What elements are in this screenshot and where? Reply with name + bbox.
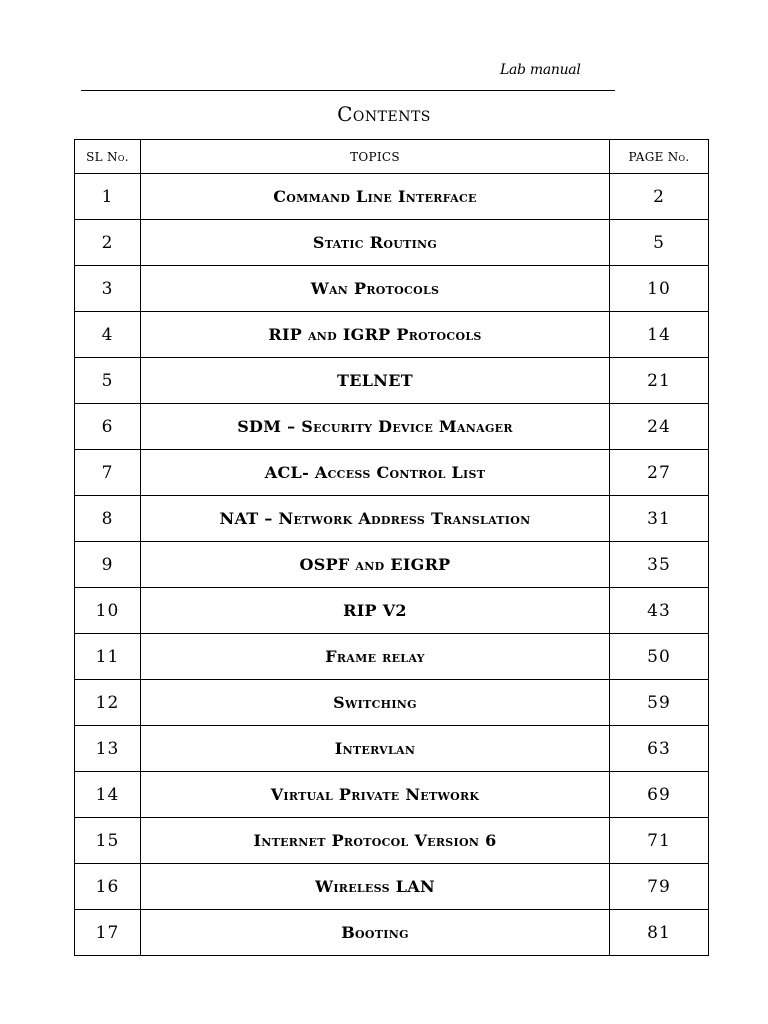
column-header-page-no: PAGE No. [610,140,709,174]
header-rule [81,90,615,91]
page-no-cell: 31 [610,496,709,542]
sl-no-cell: 11 [75,634,141,680]
column-header-topics: TOPICS [141,140,610,174]
sl-no-cell: 16 [75,864,141,910]
table-row [75,864,709,910]
table-row [75,496,709,542]
table-row [75,542,709,588]
sl-no-cell: 8 [75,496,141,542]
table-row [75,358,709,404]
page-no-cell: 35 [610,542,709,588]
page-no-cell: 43 [610,588,709,634]
page-no-cell: 14 [610,312,709,358]
column-header-sl-no: SL No. [75,140,141,174]
table-row [75,588,709,634]
page-title: Contents [337,102,431,126]
sl-no-cell: 4 [75,312,141,358]
sl-no-cell: 3 [75,266,141,312]
page-no-cell: 5 [610,220,709,266]
table-row [75,174,709,220]
page-no-cell: 69 [610,772,709,818]
sl-no-cell: 10 [75,588,141,634]
topic-cell: Switching [141,680,610,726]
page-no-cell: 71 [610,818,709,864]
page-no-cell: 81 [610,910,709,956]
page-no-cell: 2 [610,174,709,220]
table-row [75,910,709,956]
topic-cell: TELNET [141,358,610,404]
page-no-cell: 10 [610,266,709,312]
table-row [75,220,709,266]
table-row [75,680,709,726]
header-note: Lab manual [500,62,581,78]
table-header-row [75,140,709,174]
sl-no-cell: 15 [75,818,141,864]
page-no-cell: 59 [610,680,709,726]
topic-cell: Frame relay [141,634,610,680]
table-row [75,772,709,818]
topic-cell: NAT – Network Address Translation [141,496,610,542]
topic-cell: RIP V2 [141,588,610,634]
sl-no-cell: 7 [75,450,141,496]
table-row [75,266,709,312]
sl-no-cell: 1 [75,174,141,220]
topic-cell: Static Routing [141,220,610,266]
table-row [75,726,709,772]
table-row [75,634,709,680]
table-row [75,450,709,496]
contents-table [74,139,709,956]
topic-cell: Wireless LAN [141,864,610,910]
table-row [75,818,709,864]
page-no-cell: 50 [610,634,709,680]
page-no-cell: 24 [610,404,709,450]
topic-cell: SDM – Security Device Manager [141,404,610,450]
sl-no-cell: 9 [75,542,141,588]
topic-cell: Internet Protocol Version 6 [141,818,610,864]
sl-no-cell: 14 [75,772,141,818]
topic-cell: RIP and IGRP Protocols [141,312,610,358]
sl-no-cell: 12 [75,680,141,726]
sl-no-cell: 13 [75,726,141,772]
table-row [75,312,709,358]
page-no-cell: 21 [610,358,709,404]
topic-cell: Booting [141,910,610,956]
table-row [75,404,709,450]
sl-no-cell: 6 [75,404,141,450]
page-no-cell: 79 [610,864,709,910]
topic-cell: Command Line Interface [141,174,610,220]
topic-cell: OSPF and EIGRP [141,542,610,588]
topic-cell: Virtual Private Network [141,772,610,818]
sl-no-cell: 5 [75,358,141,404]
topic-cell: ACL- Access Control List [141,450,610,496]
topic-cell: Intervlan [141,726,610,772]
topic-cell: Wan Protocols [141,266,610,312]
sl-no-cell: 17 [75,910,141,956]
page-no-cell: 27 [610,450,709,496]
sl-no-cell: 2 [75,220,141,266]
page-no-cell: 63 [610,726,709,772]
